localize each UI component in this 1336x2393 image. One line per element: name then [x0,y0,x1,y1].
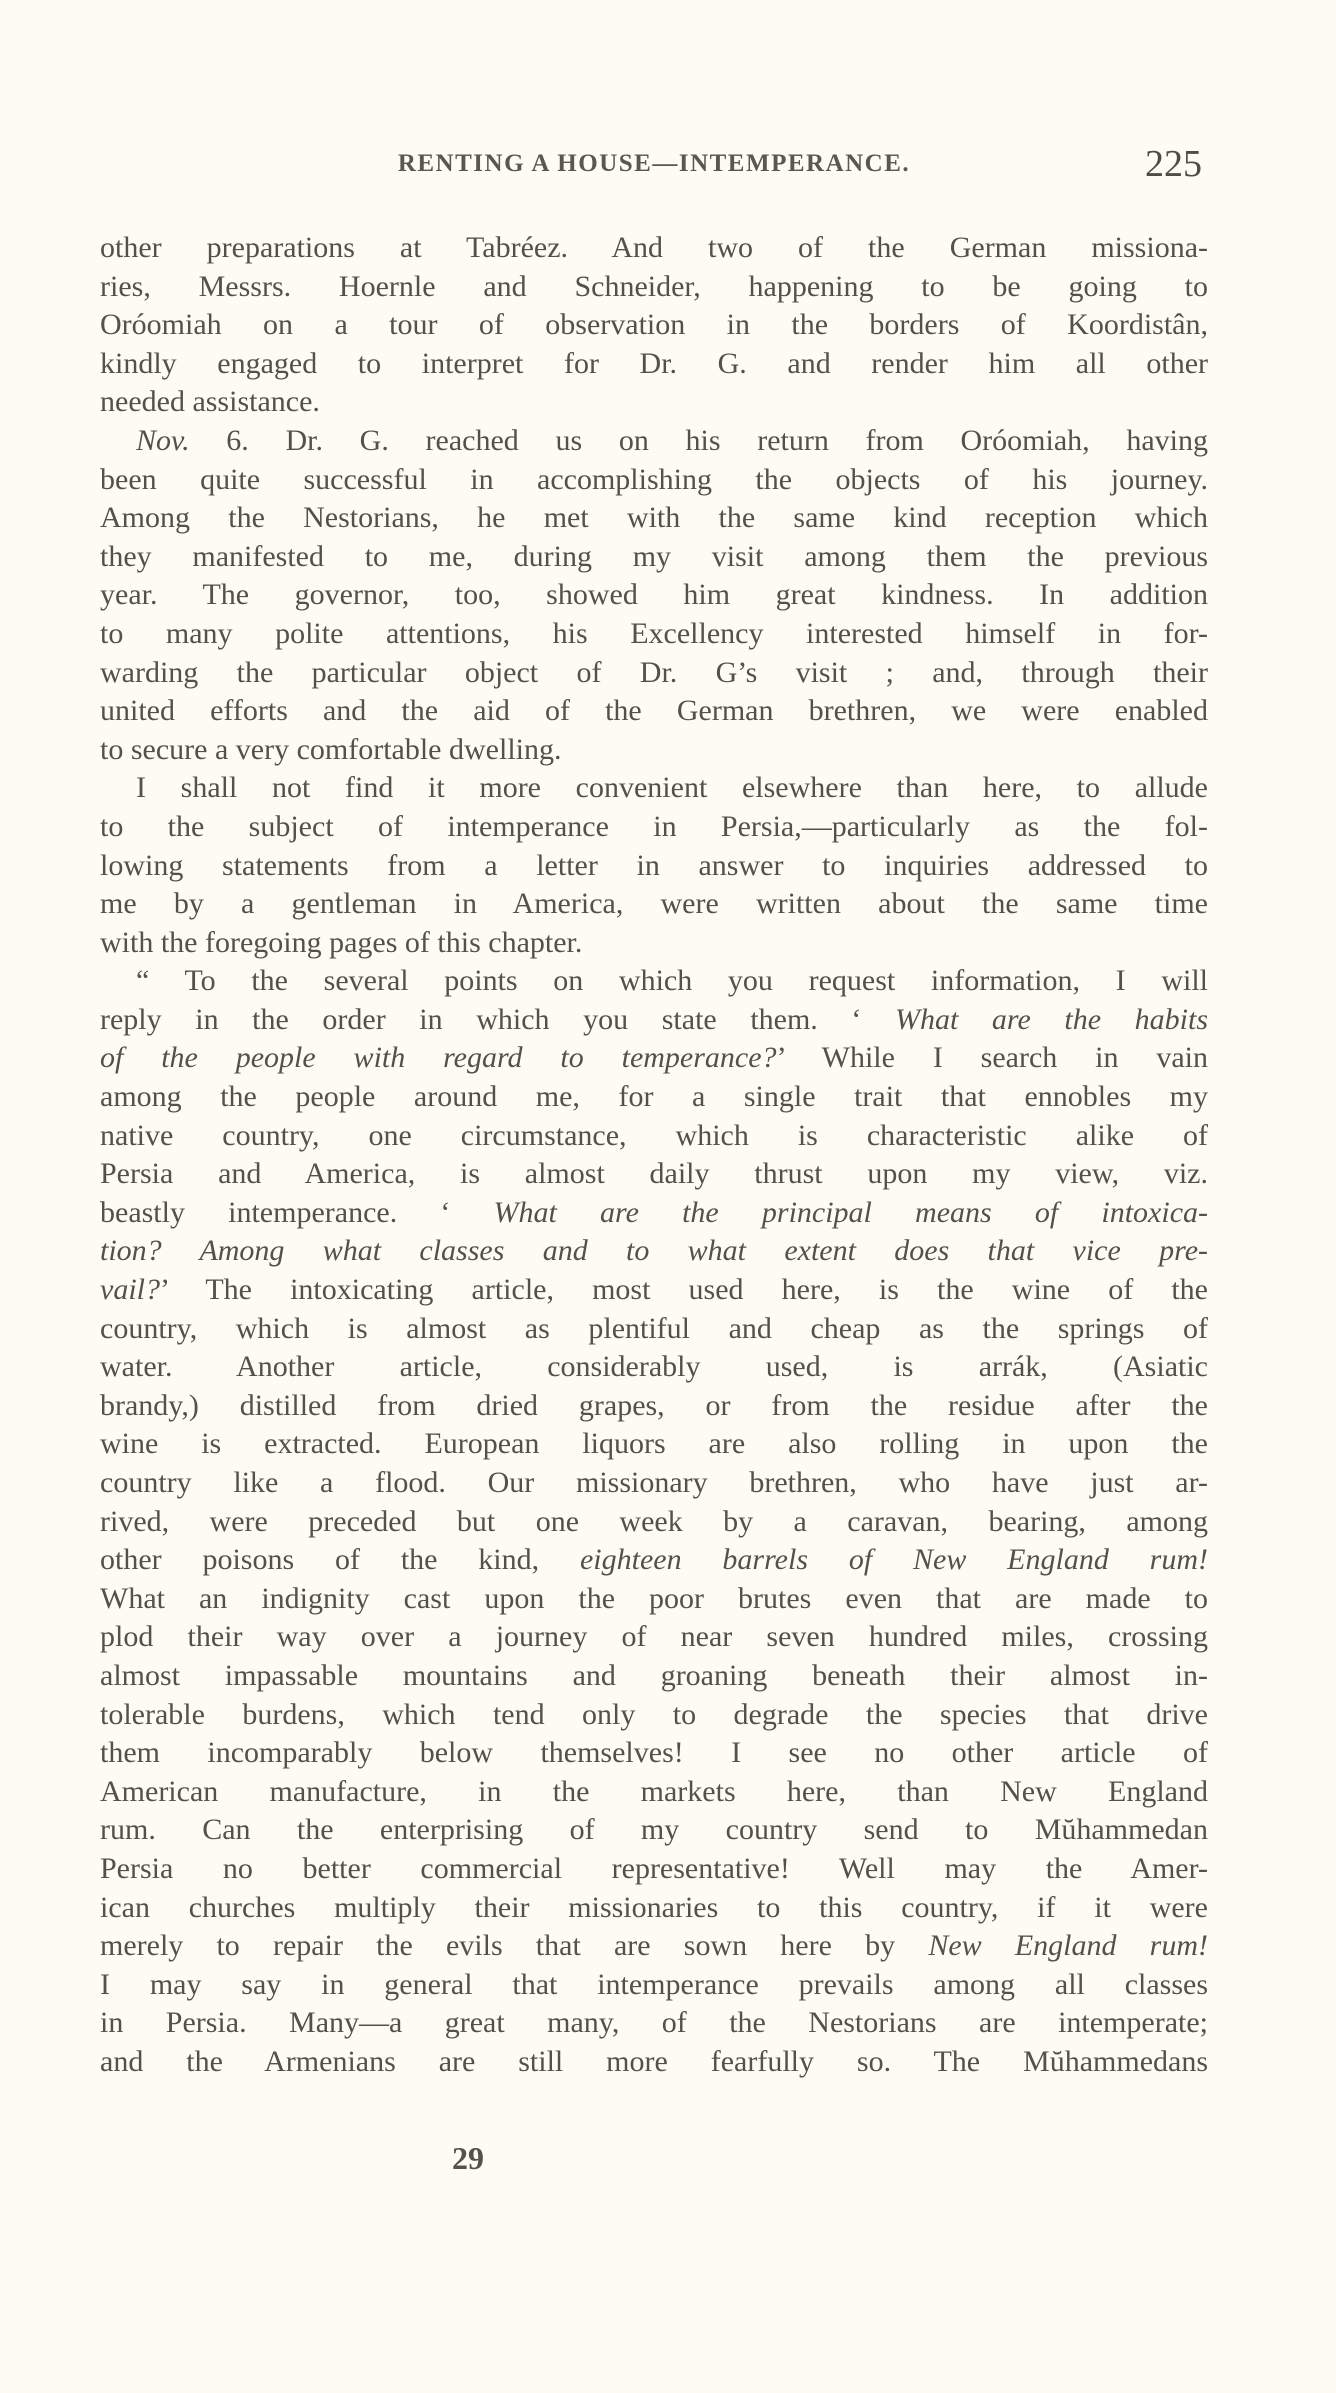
signature-mark: 29 [452,2140,484,2176]
text-line [100,1734,1208,1773]
text-line [100,422,1208,461]
text-run: country, which is almost as plentiful and cheap as the springs of [100,1311,1208,1345]
text-run: they manifested to me, during my visit among them the previous [100,539,1208,573]
body-text [100,229,1208,2082]
text-line [100,1232,1208,1271]
text-run: year. The governor, too, showed him great kindness. In addition [100,578,1208,612]
text-line [100,1117,1208,1156]
text-line [100,229,1208,268]
text-run: ican churches multiply their missionaries to this country, if it were [100,1890,1208,1924]
text-run: other poisons of the kind, [100,1543,580,1577]
text-line [100,1155,1208,1194]
text-run: American manufacture, in the markets here, than New England [100,1774,1208,1808]
italic-text: Nov. [136,423,190,457]
text-run: ries, Messrs. Hoernle and Schneider, happening to be going to [100,269,1208,303]
text-line [100,1464,1208,1503]
text-run: brandy,) distilled from dried grapes, or from the residue after the [100,1388,1208,1422]
text-run: 6. Dr. G. reached us on his return from Oróomiah, having [189,423,1208,457]
text-line [100,461,1208,500]
text-run: them incomparably below themselves! I see no other article of [100,1736,1208,1770]
text-line [100,1078,1208,1117]
text-line [100,576,1208,615]
text-line [100,1001,1208,1040]
text-run: What an indignity cast upon the poor brutes even that are made to [100,1581,1208,1615]
text-line [100,1850,1208,1889]
text-line [100,268,1208,307]
text-run: been quite successful in accomplishing the objects of his journey. [100,462,1208,496]
text-run: Persia no better commercial representative! Well may the Amer- [100,1851,1208,1885]
text-run: Persia and America, is almost daily thrust upon my view, viz. [100,1157,1208,1191]
text-run: lowing statements from a letter in answer to inquiries addressed to [100,848,1208,882]
text-run: among the people around me, for a single trait that ennobles my [100,1080,1208,1114]
italic-text: vail? [100,1273,160,1307]
text-line [100,885,1208,924]
text-line [100,847,1208,886]
text-line [100,2043,1208,2082]
text-run: warding the particular object of Dr. G’s visit ; and, through their [100,655,1208,689]
text-line [100,924,1208,963]
text-run: ’ While I search in vain [776,1041,1209,1075]
text-run: me by a gentleman in America, were written about the same time [100,887,1208,921]
text-run: country like a flood. Our missionary brethren, who have just ar- [100,1466,1208,1499]
text-line [100,615,1208,654]
italic-text: What are the principal means of intoxica- [493,1195,1209,1229]
text-run: “ To the several points on which you request information, I will [136,964,1208,998]
italic-text: What are the habits [895,1002,1208,1036]
text-line [100,1503,1208,1542]
text-run: I may say in general that intemperance prevails among all classes [100,1967,1208,2001]
text-line [100,1773,1208,1812]
text-line [100,1348,1208,1387]
text-run: almost impassable mountains and groaning beneath their almost in- [100,1658,1208,1692]
text-line [100,1966,1208,2005]
running-head [100,142,1208,186]
text-line [100,808,1208,847]
text-line [100,383,1208,422]
text-line [100,692,1208,731]
text-line [100,1696,1208,1735]
text-run: and the Armenians are still more fearfully so. The Mŭhammedans [100,2044,1208,2078]
text-run: Among the Nestorians, he met with the same kind reception which [100,501,1208,535]
text-run: rived, were preceded but one week by a caravan, bearing, among [100,1504,1208,1538]
text-run: to many polite attentions, his Excellency interested himself in for- [100,616,1208,650]
text-run: needed assistance. [100,385,320,419]
italic-text: New England rum! [928,1929,1209,1963]
text-line [100,769,1208,808]
text-run: kindly engaged to interpret for Dr. G. and render him all other [100,346,1208,380]
italic-text: eighteen barrels of New England rum! [579,1543,1208,1577]
text-line [100,1927,1208,1966]
italic-text: of the people with regard to temperance? [100,1041,777,1075]
text-line [100,1889,1208,1928]
text-line [100,731,1208,770]
text-line [100,1310,1208,1349]
text-run: water. Another article, considerably used, is arrák, (Asiatic [100,1350,1208,1384]
text-run: in Persia. Many—a great many, of the Nestorians are intemperate; [100,2006,1208,2040]
text-run: I shall not find it more convenient elsewhere than here, to allude [136,771,1208,805]
text-line [100,499,1208,538]
text-run: other preparations at Tabréez. And two of the German missiona- [100,231,1208,264]
text-line [100,538,1208,577]
text-line [100,2004,1208,2043]
running-title: RENTING A HOUSE—INTEMPERANCE. [397,150,911,177]
text-run: tolerable burdens, which tend only to degrade the species that drive [100,1697,1208,1731]
text-run: united efforts and the aid of the German brethren, we were enabled [100,694,1208,728]
page-number: 225 [1145,143,1202,185]
text-line [100,1194,1208,1233]
text-line [100,1387,1208,1426]
text-run: Oróomiah on a tour of observation in the borders of Koordistân, [100,308,1208,342]
text-line [100,1271,1208,1310]
text-line [100,962,1208,1001]
text-line [100,1618,1208,1657]
text-run: to secure a very comfortable dwelling. [100,732,562,766]
text-line [100,1657,1208,1696]
text-line [100,1541,1208,1580]
text-line [100,654,1208,693]
text-line [100,306,1208,345]
text-line [100,1580,1208,1619]
text-run: plod their way over a journey of near seven hundred miles, crossing [100,1620,1208,1654]
text-run: reply in the order in which you state them. ‘ [100,1002,895,1036]
text-run: rum. Can the enterprising of my country send to Mŭhammedan [100,1813,1208,1847]
text-run: beastly intemperance. ‘ [100,1195,494,1229]
text-line [100,1039,1208,1078]
italic-text: tion? Among what classes and to what extent does that vice pre- [100,1234,1208,1268]
text-run: with the foregoing pages of this chapter. [100,925,583,959]
text-line [100,1425,1208,1464]
text-run: merely to repair the evils that are sown here by [100,1929,929,1963]
text-line [100,345,1208,384]
text-run: to the subject of intemperance in Persia,—particularly as the fol- [100,809,1208,843]
text-run: wine is extracted. European liquors are also rolling in upon the [100,1427,1208,1461]
text-run: ’ The intoxicating article, most used here, is the wine of the [160,1273,1208,1307]
text-line [100,1811,1208,1850]
text-run: native country, one circumstance, which is characteristic alike of [100,1118,1208,1152]
